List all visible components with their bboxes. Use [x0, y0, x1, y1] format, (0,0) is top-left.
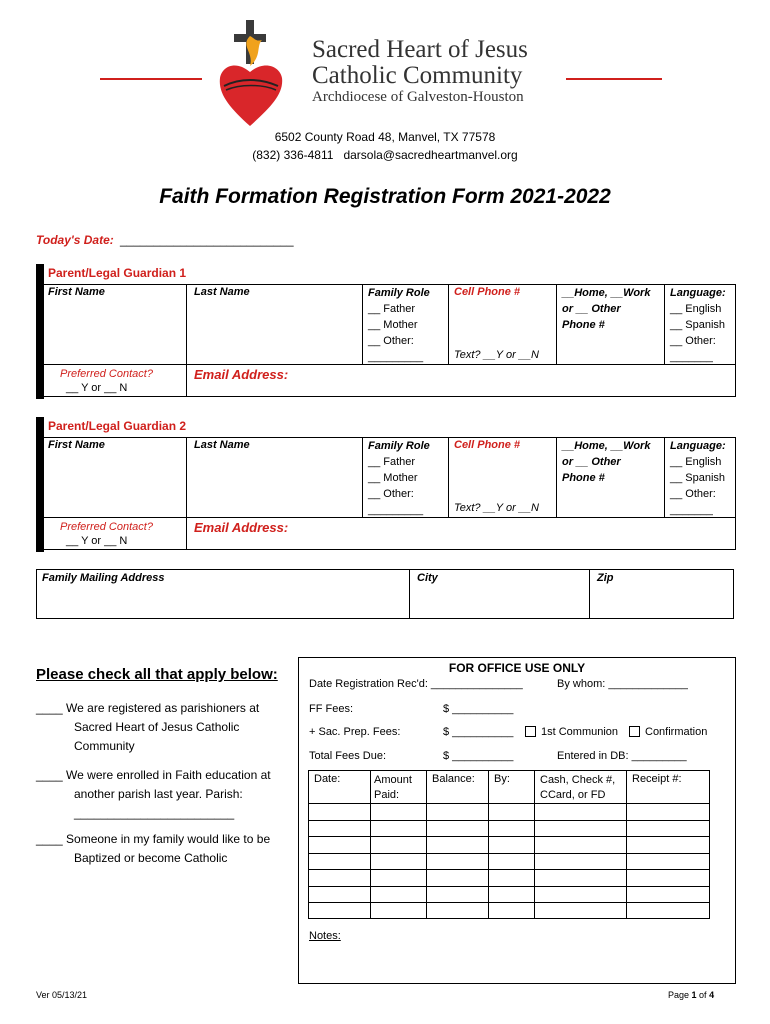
first-communion-label: 1st Communion	[541, 726, 619, 738]
guardian-1-heading: Parent/Legal Guardian 1	[48, 266, 187, 280]
last-name-field[interactable]: Last Name	[194, 439, 250, 451]
org-name-line3: Archdiocese of Galveston-Houston	[312, 89, 524, 105]
preferred-contact-label: Preferred Contact?	[60, 521, 153, 533]
ff-fees-field[interactable]: $ __________	[443, 703, 514, 715]
city-field[interactable]: City	[417, 572, 438, 584]
page-number: Page 1 of 4	[668, 990, 715, 1000]
last-name-field[interactable]: Last Name	[194, 286, 250, 298]
preferred-contact-label: Preferred Contact?	[60, 368, 153, 380]
checklist-item-1[interactable]: ____ We are registered as parishioners at Sacred Heart of Jesus Catholic Community	[36, 701, 260, 753]
sac-prep-label: + Sac. Prep. Fees:	[309, 726, 401, 738]
mailing-address-field[interactable]: Family Mailing Address	[42, 572, 165, 584]
guardian-2-section	[36, 417, 736, 552]
version: Ver 05/13/21	[36, 990, 88, 1000]
guardian-2-sidebar	[36, 417, 44, 552]
cell-phone-field[interactable]: Cell Phone #	[454, 286, 521, 298]
col-payment-method: Cash, Check #, CCard, or FD	[540, 774, 616, 801]
col-balance: Balance:	[432, 773, 475, 785]
col-receipt: Receipt #:	[632, 773, 682, 785]
office-heading: FOR OFFICE USE ONLY	[448, 661, 586, 675]
text-yn[interactable]: Text? __Y or __N	[454, 502, 540, 514]
todays-date-field[interactable]: __________________________	[120, 233, 294, 247]
confirmation-label: Confirmation	[645, 726, 708, 738]
language-field[interactable]: Language: __ English __ Spanish __ Other: _______	[670, 440, 726, 516]
ff-fees-label: FF Fees:	[309, 703, 354, 715]
col-amount-paid: Amount Paid:	[374, 774, 412, 801]
language-field[interactable]: Language: __ English __ Spanish __ Other: _______	[670, 287, 726, 363]
home-work-phone-field[interactable]: __Home, __Work or __ Other Phone #	[562, 287, 651, 331]
confirmation-checkbox[interactable]	[629, 726, 640, 737]
cell-phone-field[interactable]: Cell Phone #	[454, 439, 521, 451]
family-role-field[interactable]: Family Role __ Father __ Mother __ Other: _________	[368, 440, 430, 516]
header-rule-left	[100, 78, 202, 80]
org-name-line2: Catholic Community	[312, 62, 523, 89]
first-communion-checkbox[interactable]	[525, 726, 536, 737]
guardian-1-sidebar	[36, 264, 44, 399]
checklist-item-2[interactable]: ____ We were enrolled in Faith education at another parish last year. Parish: ________________________	[36, 768, 271, 820]
zip-field[interactable]: Zip	[597, 572, 614, 584]
text-yn[interactable]: Text? __Y or __N	[454, 349, 540, 361]
sac-prep-field[interactable]: $ __________	[443, 726, 514, 738]
header-rule-right	[566, 78, 662, 80]
payment-table	[308, 770, 710, 918]
total-fees-field[interactable]: $ __________	[443, 750, 514, 762]
entered-db-field[interactable]: Entered in DB: _________	[557, 750, 687, 762]
first-name-field[interactable]: First Name	[48, 439, 105, 451]
col-date: Date:	[314, 773, 341, 785]
contact-info: (832) 336-4811 darsola@sacredheartmanvel.org	[252, 148, 518, 162]
date-received-field[interactable]: Date Registration Rec'd: _______________	[309, 678, 523, 690]
first-name-field[interactable]: First Name	[48, 286, 105, 298]
guardian-1-section	[36, 264, 736, 399]
office-use-box	[298, 657, 736, 984]
family-role-field[interactable]: Family Role __ Father __ Mother __ Other: _________	[368, 287, 430, 363]
notes-field[interactable]: Notes:	[309, 930, 341, 942]
guardian-2-heading: Parent/Legal Guardian 2	[48, 419, 187, 433]
email-field[interactable]: Email Address:	[194, 520, 289, 535]
by-whom-field[interactable]: By whom: _____________	[557, 678, 688, 690]
checklist-heading: Please check all that apply below:	[36, 666, 278, 683]
todays-date-label: Today's Date:	[36, 233, 114, 247]
org-name-line1: Sacred Heart of Jesus	[312, 36, 528, 63]
logo	[210, 16, 310, 128]
sacred-heart-logo-icon	[210, 16, 310, 128]
page-title: Faith Formation Registration Form 2021-2022	[159, 185, 611, 208]
home-work-phone-field[interactable]: __Home, __Work or __ Other Phone #	[562, 440, 651, 484]
address: 6502 County Road 48, Manvel, TX 77578	[274, 130, 496, 144]
col-by: By:	[494, 773, 510, 785]
mailing-address-box	[36, 569, 734, 619]
preferred-contact-yn[interactable]: __ Y or __ N	[66, 382, 128, 394]
preferred-contact-yn[interactable]: __ Y or __ N	[66, 535, 128, 547]
checklist-item-3[interactable]: ____ Someone in my family would like to be Baptized or become Catholic	[36, 832, 271, 865]
email-field[interactable]: Email Address:	[194, 367, 289, 382]
total-fees-label: Total Fees Due:	[309, 750, 387, 762]
